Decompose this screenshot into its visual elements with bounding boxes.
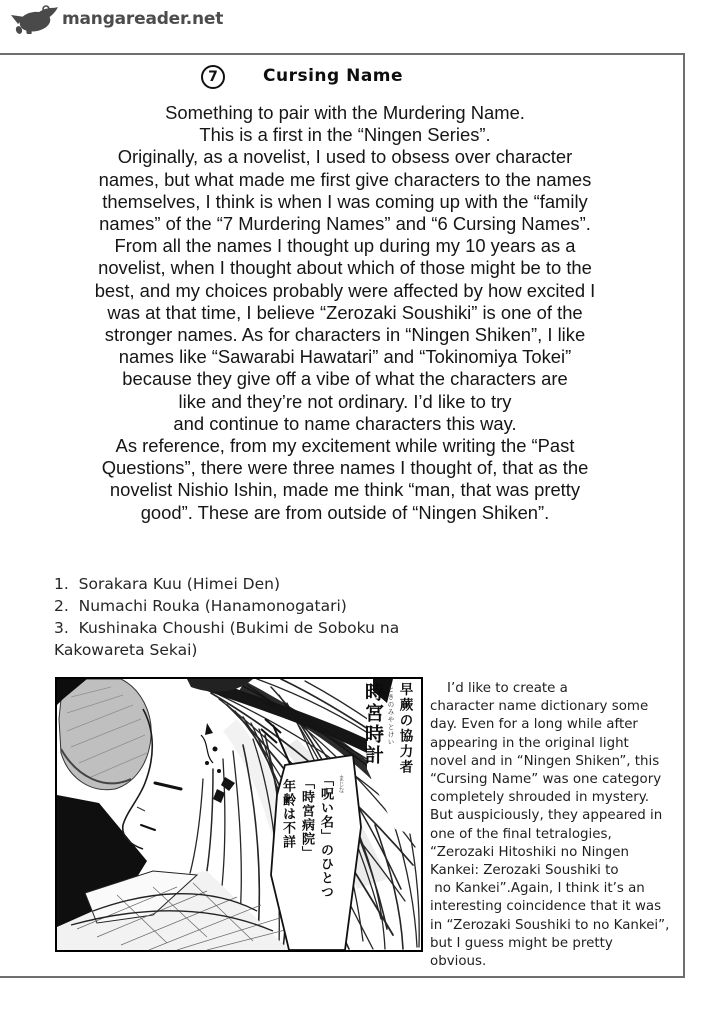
side-commentary-line: interesting coincidence that it was bbox=[430, 899, 662, 915]
commentary-line: Something to pair with the Murdering Name. bbox=[165, 102, 525, 123]
commentary-line: Questions”, there were three names I thought of, that as the bbox=[101, 457, 589, 479]
manga-page-frame bbox=[0, 53, 685, 978]
bubble-cursing-name-text: 「呪い名」のひとつ bbox=[318, 773, 333, 899]
commentary-line: novelist, when I thought about which of those might be to the bbox=[98, 257, 592, 279]
manga-panel bbox=[55, 677, 423, 952]
commentary-line: From all the names I thought up during my 10 years as a bbox=[114, 235, 576, 257]
commentary-line: names like “Sawarabi Hawatari” and “Tokinomiya Tokei” bbox=[118, 346, 572, 368]
bubble-age-text: 年齢は不詳 bbox=[280, 779, 295, 849]
name-list-line: 2. Numachi Rouka (Hanamonogatari) bbox=[54, 597, 347, 615]
mangareader-logo[interactable] bbox=[10, 4, 223, 34]
side-commentary-line: Kankei: Zerozaki Soushiki to bbox=[430, 863, 619, 879]
commentary-line: This is a first in the “Ningen Series”. bbox=[199, 124, 491, 146]
side-commentary bbox=[430, 680, 686, 971]
side-commentary-line: completely shrouded in mystery. bbox=[430, 790, 649, 806]
name-list bbox=[54, 573, 399, 661]
commentary-line: names” of the “7 Murdering Names” and “6 Cursing Names”. bbox=[99, 213, 591, 235]
chapter-number-badge: 7 bbox=[201, 65, 225, 89]
commentary-line: was at that time, I believe “Zerozaki Soushiki” is one of the bbox=[107, 301, 583, 323]
side-commentary-line: character name dictionary some bbox=[430, 699, 649, 715]
mangareader-mascot-icon bbox=[10, 4, 58, 34]
commentary-line: and continue to name characters this way. bbox=[173, 412, 517, 434]
commentary-line: best, and my choices probably were affected by how excited I bbox=[94, 279, 596, 301]
side-commentary-line: day. Even for a long while after bbox=[430, 717, 638, 733]
side-commentary-line: novel and in “Ningen Shiken”, this bbox=[430, 753, 660, 769]
side-commentary-line: But auspiciously, they appeared in bbox=[430, 808, 663, 824]
bubble-hospital-text: 「時宮病院」 bbox=[299, 776, 314, 860]
label-character-name-furigana: ときのみやとけい bbox=[386, 686, 395, 746]
side-commentary-line: no Kankei”.Again, I think it’s an bbox=[430, 881, 645, 897]
label-character-name: 時宮時計 bbox=[362, 682, 384, 766]
commentary-line: novelist Nishio Ishin, made me think “man, that was pretty bbox=[109, 479, 581, 501]
commentary-line: like and they’re not ordinary. I’d like to try bbox=[178, 390, 512, 412]
commentary-line: names, but what made me first give characters to the names bbox=[98, 168, 592, 190]
commentary-line: good”. These are from outside of “Ningen Shiken”. bbox=[140, 501, 550, 523]
name-list-line: Kakowareta Sekai) bbox=[54, 641, 198, 659]
side-commentary-line: “Cursing Name” was one category bbox=[430, 772, 662, 788]
side-commentary-line: I’d like to create a bbox=[430, 681, 568, 696]
side-commentary-line: in “Zerozaki Soushiki to no Kankei”, bbox=[430, 917, 670, 933]
label-collaborator: 早蕨の協力者 bbox=[396, 682, 413, 775]
commentary-line: because they give off a vibe of what the characters are bbox=[122, 368, 568, 390]
name-list-line: 1. Sorakara Kuu (Himei Den) bbox=[54, 575, 281, 593]
name-list-line: 3. Kushinaka Choushi (Bukimi de Soboku na bbox=[54, 619, 400, 637]
commentary-line: Originally, as a novelist, I used to obsess over character bbox=[117, 146, 573, 168]
side-commentary-line: but I guess might be pretty bbox=[430, 935, 613, 951]
side-commentary-line: appearing in the original light bbox=[430, 735, 629, 751]
commentary-paragraph bbox=[31, 102, 659, 524]
bubble-furigana: まじな bbox=[337, 775, 344, 793]
logo-text: mangareader.net bbox=[62, 9, 224, 29]
side-commentary-line: “Zerozaki Hitoshiki no Ningen bbox=[430, 844, 630, 860]
commentary-line: stronger names. As for characters in “Ningen Shiken”, I like bbox=[104, 324, 586, 346]
commentary-line: themselves, I think is when I was coming up with the “family bbox=[102, 190, 588, 212]
side-commentary-line: obvious. bbox=[430, 954, 487, 970]
chapter-title: Cursing Name bbox=[263, 66, 404, 86]
commentary-line: As reference, from my excitement while writing the “Past bbox=[115, 435, 575, 457]
side-commentary-line: one of the final tetralogies, bbox=[430, 826, 612, 842]
